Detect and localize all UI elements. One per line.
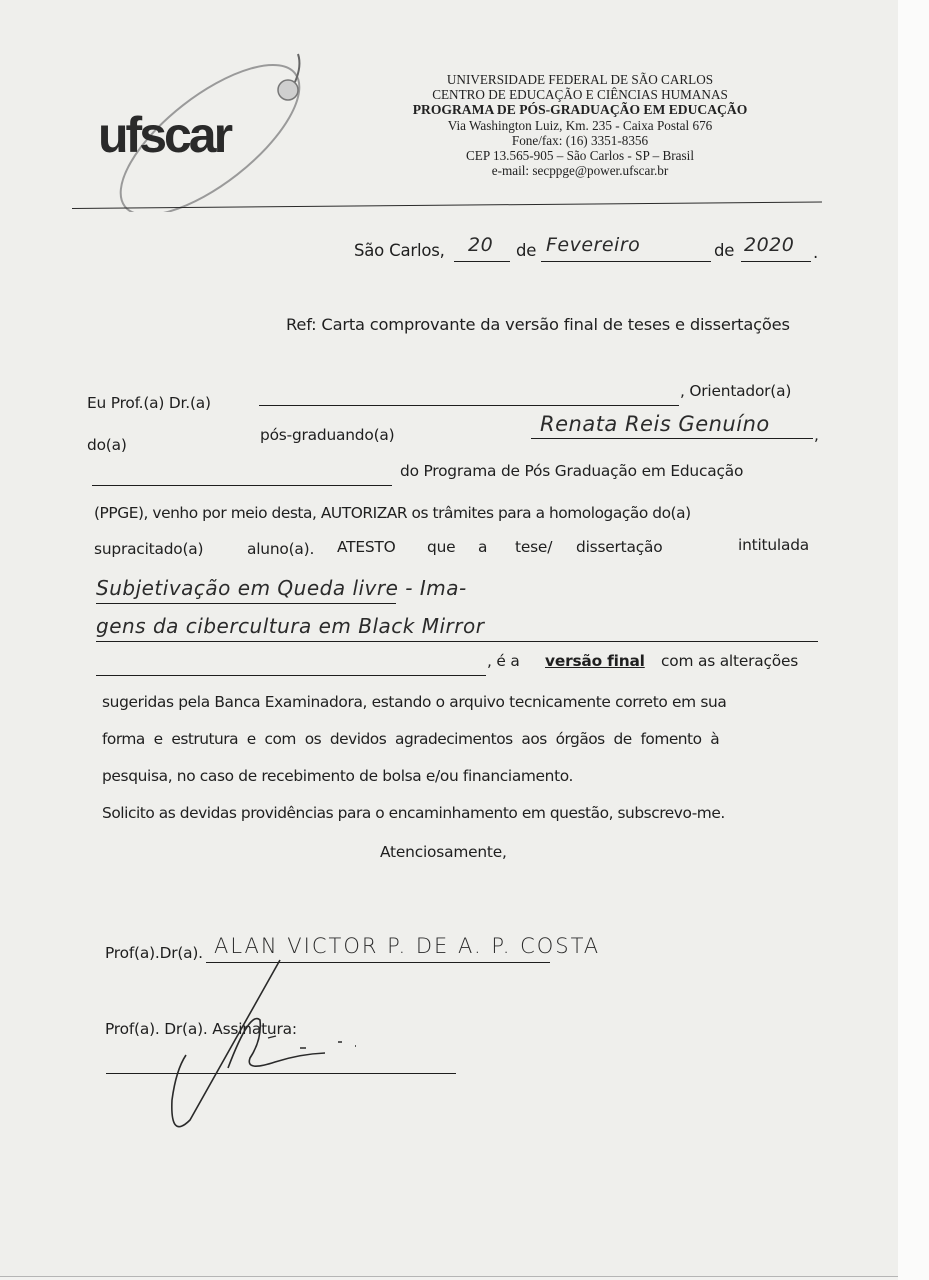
university-name: UNIVERSIDADE FEDERAL DE SÃO CARLOS (446, 72, 714, 87)
logo-tail (295, 54, 299, 82)
email: e-mail: secppge@power.ufscar.br (491, 163, 669, 179)
date-year: 2020 (744, 234, 795, 256)
thesis-title-underline-3 (96, 675, 486, 676)
signer-name-value: ALAN VICTOR P. DE A. P. COSTA (214, 934, 601, 958)
body-line-5-w3: ATESTO (337, 538, 396, 556)
ufscar-logo (92, 52, 332, 212)
student-name-line (531, 438, 813, 439)
month-line (541, 261, 711, 262)
date-sep1: de (516, 241, 537, 260)
postal-code: CEP 13.565-905 – São Carlos - SP – Brasil (466, 148, 694, 164)
student-name-end: , (814, 426, 819, 444)
final-version-emphasis: versão final (545, 652, 645, 670)
day-line (454, 261, 510, 262)
date-month: Fevereiro (546, 234, 641, 256)
student-prefix-b: pós-graduando(a) (260, 426, 395, 444)
logo-text: ufscar (98, 107, 231, 163)
body-line-11: pesquisa, no caso de recebimento de bolsa e/ou financiamento. (102, 767, 574, 785)
date-end: . (813, 243, 819, 262)
body-line-5-w8: intitulada (738, 536, 810, 554)
advisor-prefix: Eu Prof.(a) Dr.(a) (87, 394, 211, 412)
year-line (741, 261, 811, 262)
scan-margin (898, 0, 929, 1280)
body-line-8-end: com as alterações (661, 652, 799, 670)
body-line-10: forma e estrutura e com os devidos agradecimentos aos órgãos de fomento à (102, 730, 720, 748)
body-line-4: (PPGE), venho por meio desta, AUTORIZAR os trâmites para a homologação do(a) (94, 504, 691, 522)
letterhead (380, 72, 780, 178)
signature-stroke-1 (172, 960, 280, 1127)
body-line-5-w5: a (478, 538, 488, 556)
thesis-title-line-1: Subjetivação em Queda livre - Ima- (96, 576, 467, 600)
handwritten-signature (150, 950, 380, 1130)
student-name-value: Renata Reis Genuíno (540, 412, 770, 436)
signature-label: Prof(a). Dr(a). Assinatura: (105, 1020, 297, 1038)
thesis-title-underline-2 (96, 641, 818, 642)
thesis-title-line-2: gens da cibercultura em Black Mirror (96, 614, 485, 638)
body-line-5-w2: aluno(a). (247, 540, 315, 558)
advisor-suffix: , Orientador(a) (680, 382, 792, 400)
date-prefix: São Carlos, (354, 241, 445, 260)
body-line-5-w6: tese/ (515, 538, 553, 556)
signature-stroke-3 (268, 1036, 356, 1048)
program-name: PROGRAMA DE PÓS-GRADUAÇÃO EM EDUCAÇÃO (412, 102, 748, 118)
body-line-5-w1: supracitado(a) (94, 540, 204, 558)
body-line-12: Solicito as devidas providências para o encaminhamento em questão, subscrevo-me. (102, 804, 725, 822)
reference-line: Ref: Carta comprovante da versão final de teses e dissertações (286, 315, 790, 334)
center-name: CENTRO DE EDUCAÇÃO E CIÊNCIAS HUMANAS (432, 87, 728, 103)
body-line-5-w4: que (427, 538, 456, 556)
date-day: 20 (468, 234, 494, 256)
body-line-3: do Programa de Pós Graduação em Educação (400, 462, 744, 480)
closing: Atenciosamente, (380, 843, 507, 861)
address: Via Washington Luiz, Km. 235 - Caixa Postal 676 (447, 117, 713, 133)
signer-name-label: Prof(a).Dr(a). (105, 944, 203, 962)
advisor-name-line (259, 405, 679, 406)
program-blank-line (92, 485, 392, 486)
body-line-8-mid: , é a (487, 652, 520, 670)
logo-sphere (278, 80, 298, 100)
student-prefix-a: do(a) (87, 436, 127, 454)
date-sep2: de (714, 241, 735, 260)
body-line-9: sugeridas pela Banca Examinadora, estando o arquivo tecnicamente correto em sua (102, 693, 727, 711)
body-line-5-w7: dissertação (576, 538, 663, 556)
thesis-title-underline-1 (96, 603, 396, 604)
phone: Fone/fax: (16) 3351-8356 (511, 132, 649, 148)
